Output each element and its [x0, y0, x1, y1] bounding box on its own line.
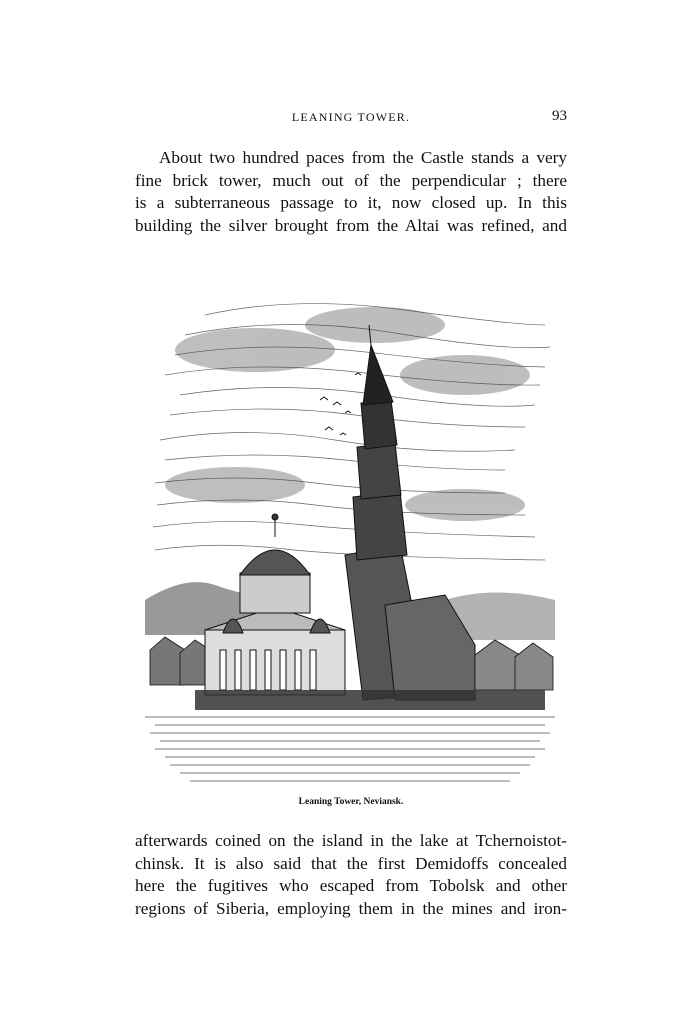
water-reflection: [145, 717, 555, 781]
text-line: fine brick tower, much out of the perpendicular ; there: [135, 170, 567, 190]
houses-right: [475, 640, 553, 690]
text-line: chinsk. It is also said that the first Demidoffs concealed: [135, 853, 567, 873]
text-line: afterwards coined on the island in the lake at Tchernoistot-: [135, 831, 567, 850]
running-head: [135, 110, 567, 130]
text-line: building the silver brought from the Altai was refined, and: [135, 215, 567, 235]
running-title: LEANING TOWER.: [291, 110, 411, 124]
text-line: here the fugitives who escaped from Tobolsk and other: [135, 876, 567, 895]
page-number: 93: [552, 108, 567, 124]
paragraph-bottom: [135, 830, 567, 920]
text-line: regions of Siberia, employing them in the mines and iron-: [135, 898, 567, 918]
shore-foliage: [195, 690, 545, 710]
paragraph-top: [135, 147, 567, 237]
engraving-illustration: [145, 255, 555, 795]
figure-caption: Leaning Tower, Neviansk.: [298, 797, 404, 807]
text-line: About two hundred paces from the Castle stands a very: [159, 148, 567, 167]
text-line: is a subterraneous passage to it, now closed up. In this: [135, 193, 567, 212]
